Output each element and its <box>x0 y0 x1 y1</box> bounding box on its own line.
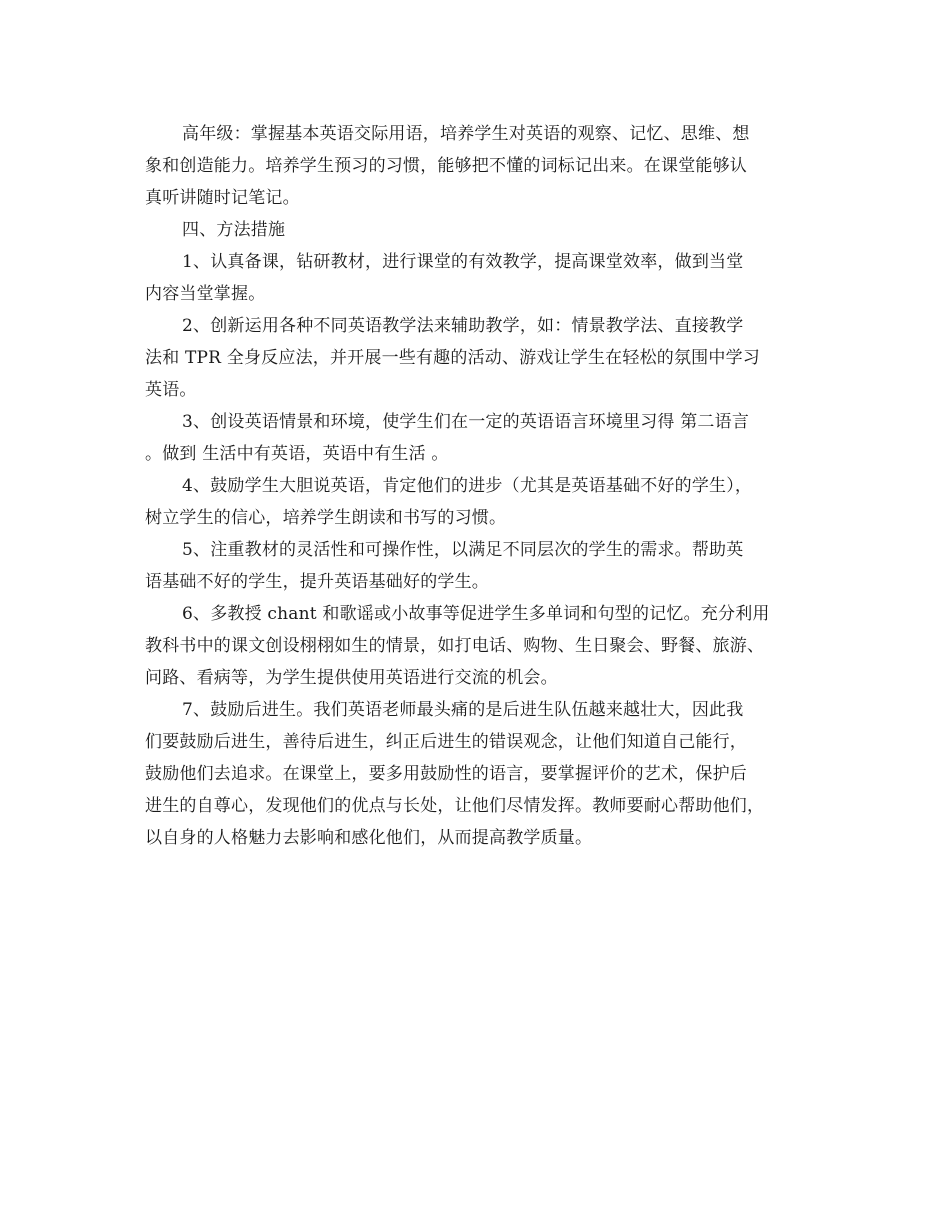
paragraph-method-5 <box>145 534 810 598</box>
paragraph-method-3 <box>145 406 810 470</box>
text-line: 树立学生的信心，培养学生朗读和书写的习惯。 <box>145 508 507 528</box>
section-heading-methods <box>145 214 810 246</box>
paragraph-method-2 <box>145 310 810 406</box>
text-line: 5、注重教材的灵活性和可操作性，以满足不同层次的学生的需求。帮助英 <box>182 540 744 560</box>
text-line: 进生的自尊心，发现他们的优点与长处，让他们尽情发挥。教师要耐心帮助他们， <box>145 796 765 816</box>
text-line: 高年级：掌握基本英语交际用语，培养学生对英语的观察、记忆、思维、想 <box>182 124 750 144</box>
text-line: 问路、看病等，为学生提供使用英语进行交流的机会。 <box>145 668 558 688</box>
text-line: 6、多教授 chant 和歌谣或小故事等促进学生多单词和句型的记忆。充分利用 <box>182 604 770 624</box>
text-line: 英语。 <box>145 380 197 400</box>
text-line: 1、认真备课，钻研教材，进行课堂的有效教学，提高课堂效率，做到当堂 <box>182 252 744 272</box>
text-line: 语基础不好的学生，提升英语基础好的学生。 <box>145 572 489 592</box>
text-line: 4、鼓励学生大胆说英语，肯定他们的进步（尤其是英语基础不好的学生）， <box>182 476 753 496</box>
text-line: 教科书中的课文创设栩栩如生的情景，如打电话、购物、生日聚会、野餐、旅游、 <box>145 636 765 656</box>
text-line: 法和 TPR 全身反应法，并开展一些有趣的活动、游戏让学生在轻松的氛围中学习 <box>145 348 760 368</box>
text-line: 真听讲随时记笔记。 <box>145 188 300 208</box>
paragraph-method-7 <box>145 694 810 854</box>
text-line: 7、鼓励后进生。我们英语老师最头痛的是后进生队伍越来越壮大，因此我 <box>182 700 744 720</box>
text-line: 内容当堂掌握。 <box>145 284 266 304</box>
paragraph-method-6 <box>145 598 810 694</box>
paragraph-method-4 <box>145 470 810 534</box>
text-line: 象和创造能力。培养学生预习的习惯，能够把不懂的词标记出来。在课堂能够认 <box>145 156 747 176</box>
text-line: 2、创新运用各种不同英语教学法来辅助教学，如：情景教学法、直接教学 <box>182 316 744 336</box>
text-line: 鼓励他们去追求。在课堂上，要多用鼓励性的语言，要掌握评价的艺术，保护后 <box>145 764 747 784</box>
text-line: 3、创设英语情景和环境，使学生们在一定的英语语言环境里习得 第二语言 <box>182 412 750 432</box>
text-line: 以自身的人格魅力去影响和感化他们，从而提高教学质量。 <box>145 828 593 848</box>
paragraph-method-1 <box>145 246 810 310</box>
text-line: 。做到 生活中有英语，英语中有生活 。 <box>145 444 449 464</box>
paragraph-senior-grade <box>145 118 810 214</box>
document-page <box>145 118 810 854</box>
text-line: 们要鼓励后进生，善待后进生，纠正后进生的错误观念，让他们知道自己能行， <box>145 732 747 752</box>
heading-line: 四、方法措施 <box>182 220 286 240</box>
